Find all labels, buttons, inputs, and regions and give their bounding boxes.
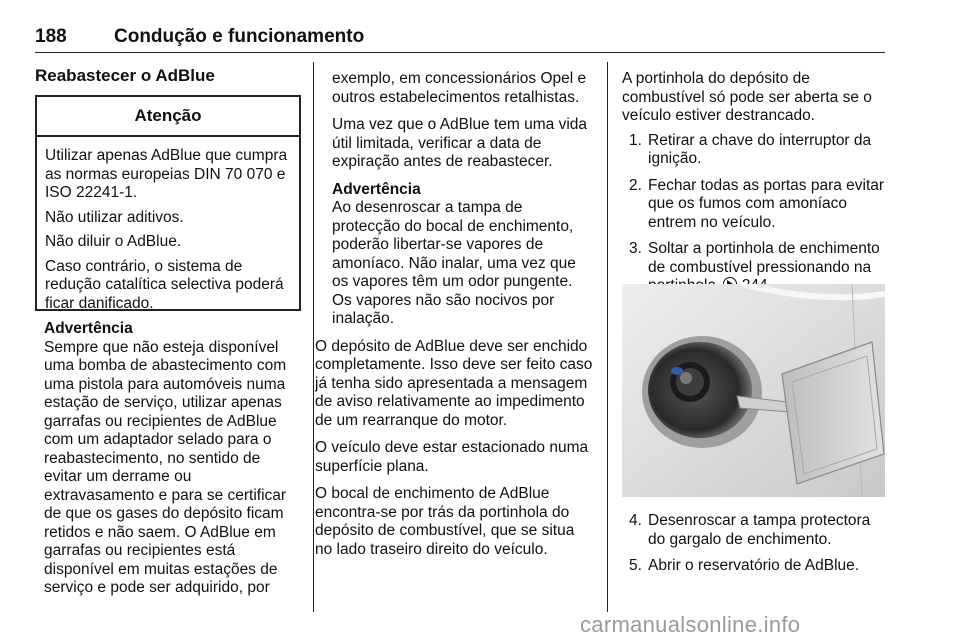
list-item (622, 132, 886, 169)
step-text: Soltar a portinhola de enchimento de combustível pressionando na (648, 240, 880, 276)
column-3-text-lower (622, 512, 886, 584)
paragraph: exemplo, em concessionários Opel e outros estabelecimentos retalhistas. (332, 70, 587, 106)
paragraph: A portinhola do depósito de combustível só pode ser aberta se o veículo estiver destrancado. (622, 70, 872, 124)
step-number: 2. (629, 176, 642, 194)
step-text: Fechar todas as portas para evitar que os fumos com amoníaco entrem no veículo. (648, 176, 885, 231)
column-1-text (44, 320, 296, 598)
steps-list (622, 512, 886, 576)
column-divider-1 (313, 62, 314, 612)
column-2-text (315, 70, 593, 568)
warning-text: Sempre que não esteja disponível uma bomba de abastecimento com uma pistola para automóveis numa estação de serviço, utilizar apenas garrafas ou recipientes de AdBlue com um adaptador selado para o reabastecimento, no sentido de evitar um derrame ou extravasamento e para se certificar de que os gases do depósito ficam retidos e não saem. O AdBlue em garrafas ou recipientes está disponível em muitas estações de serviço e pode ser adquirido, por (44, 338, 287, 596)
column-3-text (622, 70, 886, 304)
step-number: 4. (629, 512, 642, 529)
paragraph: O veículo deve estar estacionado numa superfície plana. (315, 439, 589, 475)
paragraph: Uma vez que o AdBlue tem uma vida útil limitada, verificar a data de expiração antes de reabastecer. (332, 116, 588, 170)
warning-text: Ao desenroscar a tampa de protecção do bocal de enchimento, poderão libertar-se vapores de amoníaco. Não inalar, uma vez que os vapores têm um odor pungente. Os vapores não são nocivos por inalação. (332, 199, 576, 327)
fuel-filler-photo (622, 284, 885, 497)
list-item (622, 512, 886, 549)
watermark: carmanualsonline.info (580, 612, 801, 637)
steps-list (622, 132, 886, 296)
paragraph: O bocal de enchimento de AdBlue encontra-se por trás da portinhola do depósito de combustível, que se situa no lado traseiro direito do veículo. (315, 485, 575, 558)
step-text: Desenroscar a tampa protectora do gargalo de enchimento. (648, 512, 871, 548)
column-divider-2 (607, 62, 608, 612)
list-item (622, 177, 886, 233)
step-number: 3. (629, 240, 642, 257)
paragraph: O depósito de AdBlue deve ser enchido completamente. Isso deve ser feito caso já tenha sido apresentada a mensagem de aviso relativamente ao impedimento de um rearranque do motor. (315, 337, 593, 429)
step-text: Abrir o reservatório de AdBlue. (648, 557, 860, 574)
warning-title: Advertência (44, 320, 133, 337)
list-item (622, 557, 886, 576)
page-header (35, 22, 885, 53)
step-text: Retirar a chave do interruptor da ignição. (648, 131, 872, 167)
notice-paragraph: Utilizar apenas AdBlue que cumpra as normas europeias DIN 70 070 e ISO 22241-1. (45, 147, 288, 201)
step-number: 1. (629, 131, 642, 149)
notice-paragraph: Caso contrário, o sistema de redução catalítica selectiva poderá ficar danificado. (45, 257, 284, 312)
notice-paragraph: Não utilizar aditivos. (45, 208, 184, 226)
chapter-title: Condução e funcionamento (114, 26, 365, 47)
section-title: Reabastecer o AdBlue (35, 66, 215, 85)
page-number: 188 (35, 26, 67, 47)
notice-paragraph: Não diluir o AdBlue. (45, 233, 182, 250)
attention-notice-box (35, 95, 301, 311)
step-number: 5. (629, 557, 642, 574)
notice-title: Atenção (37, 97, 299, 137)
warning-title: Advertência (332, 180, 421, 198)
notice-body (37, 137, 299, 313)
